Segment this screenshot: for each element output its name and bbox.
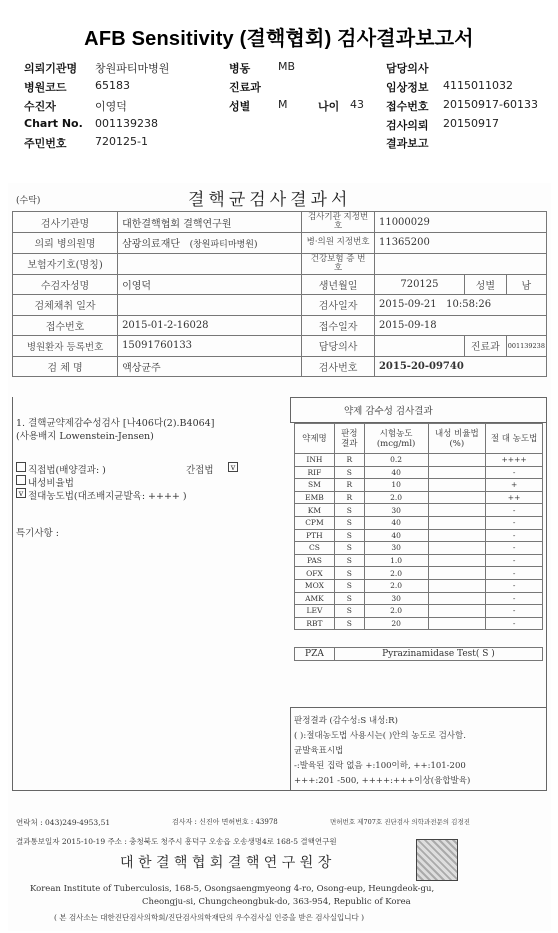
ward-label: 병동	[229, 62, 251, 75]
birth-label: 생년월일	[302, 274, 375, 295]
doctor-label: 담당의사	[386, 62, 429, 75]
official-seal-icon	[416, 839, 458, 881]
drug-cell: S	[334, 617, 364, 630]
scanned-report	[8, 183, 551, 931]
drug-cell: S	[334, 554, 364, 567]
drug-cell: S	[334, 592, 364, 605]
drug-cell: R	[334, 479, 364, 492]
ratio-checkbox	[16, 475, 26, 485]
doctor-value-doc	[374, 336, 464, 357]
drug-cell	[428, 567, 486, 580]
drug-cell: EMB	[295, 491, 335, 504]
drug-cell: R	[334, 491, 364, 504]
lab-no-label: 검사기관 지정번호	[302, 212, 375, 233]
receipt-label: 접수번호	[386, 100, 429, 113]
lab-label: 검사기관명	[13, 212, 118, 233]
drug-cell: S	[334, 516, 364, 529]
drug-cell: -	[486, 605, 543, 618]
report-title: AFB Sensitivity (결핵협회) 검사결과보고서	[84, 28, 474, 50]
susceptibility-table	[294, 423, 543, 630]
drug-cell	[428, 504, 486, 517]
drug-cell	[428, 617, 486, 630]
test-no-label: 검사번호	[302, 356, 375, 377]
drug-cell: INH	[295, 454, 335, 467]
drug-cell: S	[334, 605, 364, 618]
health-label: 건강보험 증 번 호	[302, 253, 375, 274]
name-label: 수검자성명	[13, 274, 118, 295]
drug-cell: S	[334, 466, 364, 479]
drug-cell: 40	[364, 516, 428, 529]
consign-tag: (수탁)	[16, 196, 41, 206]
drug-cell: RIF	[295, 466, 335, 479]
direct-option: 직접법(배양결과: )	[28, 465, 106, 476]
hospital-code-value: 65183	[95, 79, 130, 92]
results-header-cell: 약제명	[295, 424, 335, 454]
test-no-value: 2015-20-09740	[374, 356, 546, 377]
drug-cell	[428, 454, 486, 467]
test-item-sub: (사용배지 Lowenstein-Jensen)	[16, 431, 154, 442]
patient-value: 이영덕	[95, 100, 127, 113]
drug-cell	[428, 516, 486, 529]
drug-cell: 1.0	[364, 554, 428, 567]
drug-row	[295, 466, 543, 479]
test-item: 1. 결핵균약제감수성검사 [나406다(2).B4064]	[16, 418, 215, 429]
drug-cell: 2.0	[364, 579, 428, 592]
drug-row	[295, 491, 543, 504]
ssn-label: 주민번호	[24, 137, 67, 150]
hospital-code-label: 병원코드	[24, 81, 67, 94]
collect-label: 검체채취 일자	[13, 295, 118, 316]
clinical-label: 임상정보	[386, 81, 429, 94]
receipt-value: 20150917-60133	[443, 98, 538, 111]
form-title: 결핵균검사결과서	[188, 190, 352, 210]
clinical-value: 4115011032	[443, 79, 513, 92]
birth-value: 720125	[374, 274, 464, 295]
drug-cell: RBT	[295, 617, 335, 630]
test-time-value: 10:58:26	[446, 299, 492, 311]
drug-row	[295, 454, 543, 467]
results-header-cell: 내성 비율법(%)	[428, 424, 486, 454]
test-date-label: 검사일자	[302, 295, 375, 316]
direct-checkbox	[16, 462, 26, 472]
drug-row	[295, 516, 543, 529]
test-date-value: 2015-09-21	[378, 299, 437, 311]
results-title-box	[290, 397, 547, 423]
lab-value: 대한결핵협회 결핵연구원	[118, 212, 302, 233]
drug-cell: ++++	[486, 454, 543, 467]
reg-label: 병원환자 등록번호	[13, 336, 118, 357]
drug-cell: S	[334, 504, 364, 517]
acc-label: 접수번호	[13, 315, 118, 336]
results-header-cell: 판정 결과	[334, 424, 364, 454]
drug-cell: 30	[364, 504, 428, 517]
absolute-option: 절대농도법(대조배지균발육: ++++ )	[28, 491, 187, 502]
institution-label: 의뢰기관명	[24, 62, 78, 75]
absolute-checkbox: v	[16, 488, 26, 498]
org-address-en-1: Korean Institute of Tuberculosis, 168-5, Osongsaengmyeong 4-ro, Osong-eup, Heungdeok-gu,	[30, 884, 435, 894]
drug-cell	[428, 491, 486, 504]
drug-cell: 40	[364, 529, 428, 542]
drug-cell: -	[486, 516, 543, 529]
hosp-sub: (창원파티마병원)	[189, 240, 258, 251]
drug-cell: LEV	[295, 605, 335, 618]
drug-cell: S	[334, 529, 364, 542]
drug-cell	[428, 605, 486, 618]
drug-cell	[428, 554, 486, 567]
report-date: 결과통보일자 2015-10-19 주소 : 충청북도 청주시 흥덕구 오송읍 오송생명4로 168-5 결핵연구원	[16, 837, 337, 846]
results-title: 약제 감수성 검사결과	[344, 406, 433, 417]
institution-value: 창원파티마병원	[95, 62, 170, 75]
request-label: 검사의뢰	[386, 119, 429, 132]
drug-cell: 30	[364, 542, 428, 555]
drug-row	[295, 529, 543, 542]
drug-cell: S	[334, 542, 364, 555]
insure-label: 보험자기호(명칭)	[13, 253, 118, 274]
drug-cell: CPM	[295, 516, 335, 529]
collect-value	[118, 295, 302, 316]
drug-row	[295, 542, 543, 555]
contact: 연락처 : 043)249-4953,51	[16, 818, 111, 827]
drug-cell: 30	[364, 592, 428, 605]
indirect-checkbox: v	[228, 462, 238, 472]
drug-cell: 20	[364, 617, 428, 630]
pza-value: Pyrazinamidase Test( S )	[334, 648, 542, 661]
acc-date-value: 2015-09-18	[374, 315, 546, 336]
drug-row	[295, 605, 543, 618]
physician: 면허번호 제707호 진단검사 의학과전문의 김경진	[330, 818, 470, 826]
indirect-option: 간접법	[186, 465, 214, 476]
drug-cell: 10	[364, 479, 428, 492]
sex-value-doc: 남	[506, 274, 546, 295]
remarks-label: 특기사항 :	[16, 528, 59, 539]
drug-cell: KM	[295, 504, 335, 517]
drug-row	[295, 567, 543, 580]
hosp-value: 삼광의료재단	[122, 239, 181, 251]
drug-cell: ++	[486, 491, 543, 504]
drug-cell: CS	[295, 542, 335, 555]
drug-cell: -	[486, 529, 543, 542]
legend-line: -:발육된 집락 없음 +:100이하, ++:101-200	[294, 761, 466, 771]
drug-cell: 2.0	[364, 605, 428, 618]
health-value	[374, 253, 546, 274]
drug-cell	[428, 579, 486, 592]
pza-label: PZA	[295, 648, 335, 661]
drug-row	[295, 504, 543, 517]
pza-table	[294, 647, 543, 661]
drug-row	[295, 479, 543, 492]
drug-cell: MOX	[295, 579, 335, 592]
dept-label: 진료과	[229, 81, 261, 94]
org-address-en-2: Cheongju-si, Chungcheongbuk-do, 363-954, Republic of Korea	[142, 897, 411, 907]
drug-cell: -	[486, 592, 543, 605]
drug-cell: AMK	[295, 592, 335, 605]
drug-cell: PAS	[295, 554, 335, 567]
ratio-option: 내성비율법	[28, 478, 74, 489]
drug-cell	[428, 529, 486, 542]
drug-row	[295, 592, 543, 605]
drug-cell: -	[486, 617, 543, 630]
drug-row	[295, 617, 543, 630]
drug-cell: R	[334, 454, 364, 467]
legend-line: ( ):절대농도법 사용시는( )안의 농도로 검사함.	[294, 731, 466, 741]
certification-notice: ( 본 검사소는 대한진단검사의학회/진단검사의학재단의 우수검사실 인증을 받은 검사실입니다 )	[54, 913, 365, 922]
drug-cell: -	[486, 504, 543, 517]
drug-cell: S	[334, 567, 364, 580]
lab-no-value: 11000029	[374, 212, 546, 233]
doctor-label-doc: 담당의사	[302, 336, 375, 357]
drug-cell: -	[486, 567, 543, 580]
acc-date-label: 접수일자	[302, 315, 375, 336]
drug-cell: -	[486, 466, 543, 479]
request-value: 20150917	[443, 117, 499, 130]
drug-cell	[428, 466, 486, 479]
legend-line: 판정결과 (감수성:S 내성:R)	[294, 716, 398, 726]
age-value: 43	[350, 98, 364, 111]
drug-cell: 0.2	[364, 454, 428, 467]
chart-no-value: 001139238	[95, 117, 158, 130]
report-label: 결과보고	[386, 137, 429, 150]
ssn-value: 720125-1	[95, 135, 148, 148]
drug-cell: 2.0	[364, 567, 428, 580]
drug-row	[295, 579, 543, 592]
drug-cell	[428, 479, 486, 492]
sex-label: 성별	[229, 100, 251, 113]
spec-label: 검 체 명	[13, 356, 118, 377]
acc-value: 2015-01-2-16028	[118, 315, 302, 336]
patient-label: 수진자	[24, 100, 56, 113]
drug-cell: S	[334, 579, 364, 592]
dept-label-doc: 진료과	[464, 336, 506, 357]
results-header-cell: 시험농도 (mcg/ml)	[364, 424, 428, 454]
drug-cell: 2.0	[364, 491, 428, 504]
hosp-label: 의뢰 병의원명	[13, 233, 118, 254]
reg-value: 15091760133	[118, 336, 302, 357]
clinic-no-label: 병·의원 지정번호	[302, 233, 375, 254]
patient-info-table	[12, 211, 547, 377]
legend-line: 균발육표시법	[294, 746, 344, 756]
age-label: 나이	[318, 100, 340, 113]
ward-value: MB	[278, 60, 296, 73]
org-name-kr: 대 한 결 핵 협 회 결 핵 연 구 원 장	[120, 855, 332, 871]
drug-cell: -	[486, 542, 543, 555]
drug-row	[295, 554, 543, 567]
spec-value: 액상균주	[118, 356, 302, 377]
dept-value-doc: 001139238	[506, 336, 546, 357]
drug-cell	[428, 592, 486, 605]
drug-cell: SM	[295, 479, 335, 492]
insure-value	[118, 253, 302, 274]
sex-value: M	[278, 98, 288, 111]
drug-cell: OFX	[295, 567, 335, 580]
clinic-no-value: 11365200	[374, 233, 546, 254]
drug-cell: -	[486, 554, 543, 567]
inspector: 검사자 : 신진아 면허번호 : 43978	[172, 818, 278, 826]
results-header-cell: 절 대 농도법	[486, 424, 543, 454]
drug-cell: +	[486, 479, 543, 492]
drug-cell: PTH	[295, 529, 335, 542]
drug-cell: 40	[364, 466, 428, 479]
name-value: 이영덕	[118, 274, 302, 295]
sex-label-doc: 성별	[464, 274, 506, 295]
legend-line: +++:201 -500, ++++:+++이상(융합발육)	[294, 776, 471, 786]
drug-cell: -	[486, 579, 543, 592]
chart-no-label: Chart No.	[24, 117, 83, 130]
drug-cell	[428, 542, 486, 555]
